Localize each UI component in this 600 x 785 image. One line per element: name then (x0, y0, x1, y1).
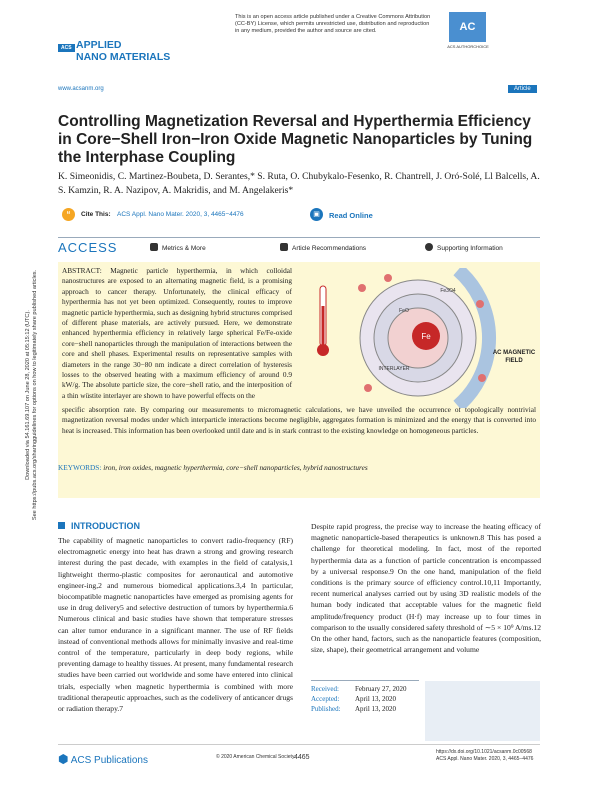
journal-name-line1: APPLIED (76, 39, 122, 51)
nanoparticle-dot (476, 300, 484, 308)
received-row (311, 684, 407, 694)
bar-chart-icon (150, 243, 158, 251)
dates-divider (311, 680, 419, 681)
nanoparticle-dot (384, 274, 392, 282)
supporting-label: Supporting Information (437, 245, 503, 252)
nanoparticle-dot (364, 384, 372, 392)
acs-hexagon-icon: ⬢ (58, 752, 69, 766)
footer-divider (58, 744, 540, 745)
page-number: 4465 (294, 754, 310, 761)
graphic-shell2-label: INTERLAYER (378, 366, 410, 372)
authorchoice-label: ACS AUTHORCHOICE (447, 44, 489, 49)
thermometer-bulb (317, 344, 329, 356)
graphic-shell1-label: FeO (399, 308, 409, 314)
published-date: April 13, 2020 (355, 705, 397, 713)
abstract-part-1: ABSTRACT: Magnetic particle hyperthermia, in which colloidal nanostructures are exposed to an alternating magnetic field, is a promising approach to cancer therapy. Unfortunately, the clinical efficacy of hyperthermia has not yet been optimized. Consequently, routes to improve magnetic particle hyperthermia, such as designing hybrid structures comprised of different phase materials, are actively pursued. Here, we demonstrate enhanced hyperthermia efficiency in relatively large spherical Fe/Fe-oxide core−shell nanoparticles through the manipulation of interactions between the core and shell phases. Experimental results on representative samples with diameters in the range 30−80 nm indicate a direct correlation of hysteresis losses to the observed heating with a maximum efficiency of around 0.9 kW/g. The absolute particle size, the core−shell ratio, and the interposition of a thin wüstite interlayer are shown to have powerful effects on the (62, 266, 292, 400)
intro-column-1: The capability of magnetic nanoparticles to convert radio-frequency (RF) electromagnetic energy into heat has drawn a strong and growing research interest during the past decade, with examples in the field of catalysis,1 lightweight thermo-plastic composites for aeronautical and automotive engineer-ing,2 and numerous biomedical applications.3,4 In particular, biocompatible magnetic nanoparticles have emerged as promising agents for use in drug delivery5 and selective destruction of tumors by hyperthermia.6 Numerous clinical and basic studies have shown that temperature stresses can alter tumor endurance in a significant manner. The use of RF fields instead of conventional methods allows for minimally invasive and real-time control of the temperature, particularly in deep body regions, while preventing damage to healthy tissues. At present, many fundamental research studies have been carried out worldwide and some have entered into clinical trials, especially when magnetic hyperthermia is combined with more traditional therapeutic approaches, such as the codelivery of anticancer drugs or radiation therapy.7 (58, 536, 293, 714)
footer-doi (436, 749, 540, 763)
sidebar-line-2: See https://pubs.acs.org/sharingguidelines for options on how to legitimately share published articles. (32, 269, 38, 521)
acs-logo: ACS (58, 44, 75, 52)
journal-website-link[interactable]: www.acsanm.org (58, 86, 104, 92)
recommendations-button[interactable] (280, 243, 366, 252)
doi-link[interactable]: https://dx.doi.org/10.1021/acsanm.0c00568 (436, 749, 532, 755)
author-list: K. Simeonidis, C. Martinez-Boubeta, D. Serantes,* S. Ruta, O. Chubykalo-Fesenko, R. Chantrell, J. Oró-Solé, Ll Balcells, A. S. Kamzin, R. A. Nazipov, A. Makridis, and M. Angelakeris* (58, 171, 540, 196)
access-label: ACCESS (58, 240, 118, 255)
keywords (58, 463, 540, 472)
graphic-core-label: Fe (421, 332, 431, 341)
intro-column-2: Despite rapid progress, the precise way to increase the heating efficacy of magnetic nanoparticle-based therapeutics is unknown.8 This has posed a challenge for theoretical modeling. In fact, most of the reported hyperthermia data as a function of particle concentration is encompassed by a universal response.9 On the one hand, manipulation of the field conditions is the primary source of efficiency control.10,11 Importantly, recent numerical analyses carried out by using 3D realistic models of the human body indicated that acceptable values for the magnetic field amplitude/frequency product (H·f) may increase up to four times in comparison to the usually considered safety threshold of ∼5 × 10⁹ A/ms.12 On the other hand, factors, such as the nanoparticle features (composition, size, shape), their geometrical arrangement and volume (311, 522, 541, 655)
article-title: Controlling Magnetization Reversal and Hyperthermia Efficiency in Core−Shell Iron−Iron Oxide Magnetic Nanoparticles by Tuning the Interphase Coupling (58, 113, 533, 166)
abstract-part-2: specific absorption rate. By comparing our measurements to micromagnetic calculations, we have unveiled the occurrence of topologically nontrivial magnetization reversal modes under which interparticle interactions become negligible, aggregates formation is minimized and the energy that is converted into heat is increased. This information has been overlooked until date and is in stark contrast to the existing knowledge on homogeneous particles. (62, 405, 536, 435)
toc-thumbnail (425, 681, 540, 741)
metrics-button[interactable] (150, 243, 206, 252)
acs-publications-logo[interactable]: ⬢ ACS Publications (58, 752, 148, 766)
thermometer-fill (322, 306, 325, 346)
section-marker-icon (58, 522, 65, 529)
published-row (311, 704, 407, 714)
cite-label: Cite This: (81, 211, 111, 218)
keywords-list: iron, iron oxides, magnetic hyperthermia, core−shell nanoparticles, hybrid nanostructures (103, 463, 368, 472)
supporting-info-button[interactable] (425, 243, 503, 252)
copyright: © 2020 American Chemical Society (216, 754, 295, 760)
field-label-2: FIELD (505, 358, 523, 364)
read-online-link[interactable]: Read Online (329, 211, 373, 220)
download-sidebar (25, 195, 55, 595)
read-online-icon[interactable]: ▣ (310, 208, 323, 221)
sidebar-line-1: Downloaded via 54.161.69.107 on June 28, 2020 at 05:15:12 (UTC). (25, 310, 31, 480)
published-label: Published: (311, 705, 341, 713)
received-date: February 27, 2020 (355, 685, 407, 693)
toc-graphic (298, 268, 538, 408)
recommendations-label: Article Recommendations (292, 245, 367, 252)
keywords-label: KEYWORDS: (58, 463, 102, 472)
accepted-label: Accepted: (311, 695, 340, 703)
open-access-notice: This is an open access article published under a Creative Commons Attribution (CC-BY) License, which permits unrestricted use, distribution and reproduction in any medium, provided the author and source are cited. (235, 14, 431, 34)
introduction-heading: INTRODUCTION (58, 521, 140, 531)
field-label-1: AC MAGNETIC (492, 350, 536, 356)
received-label: Received: (311, 685, 339, 693)
info-icon (425, 243, 433, 251)
article-type-badge: Article (508, 85, 537, 93)
cite-icon[interactable]: “ (62, 208, 75, 221)
graphic-shell3-label: Fe3O4 (440, 288, 456, 294)
nanoparticle-dot (358, 284, 366, 292)
authorchoice-logo[interactable]: AC (449, 12, 486, 42)
publication-dates (311, 684, 407, 714)
citation-link[interactable]: ACS Appl. Nano Mater. 2020, 3, 4465−4476 (117, 211, 244, 218)
footer-citation: ACS Appl. Nano Mater. 2020, 3, 4465−4476 (436, 756, 534, 762)
accepted-date: April 13, 2020 (355, 695, 397, 703)
document-icon (280, 243, 288, 251)
metrics-label: Metrics & More (162, 245, 206, 252)
journal-name-line2: NANO MATERIALS (76, 51, 171, 63)
nanoparticle-dot (478, 374, 486, 382)
accepted-row (311, 694, 407, 704)
